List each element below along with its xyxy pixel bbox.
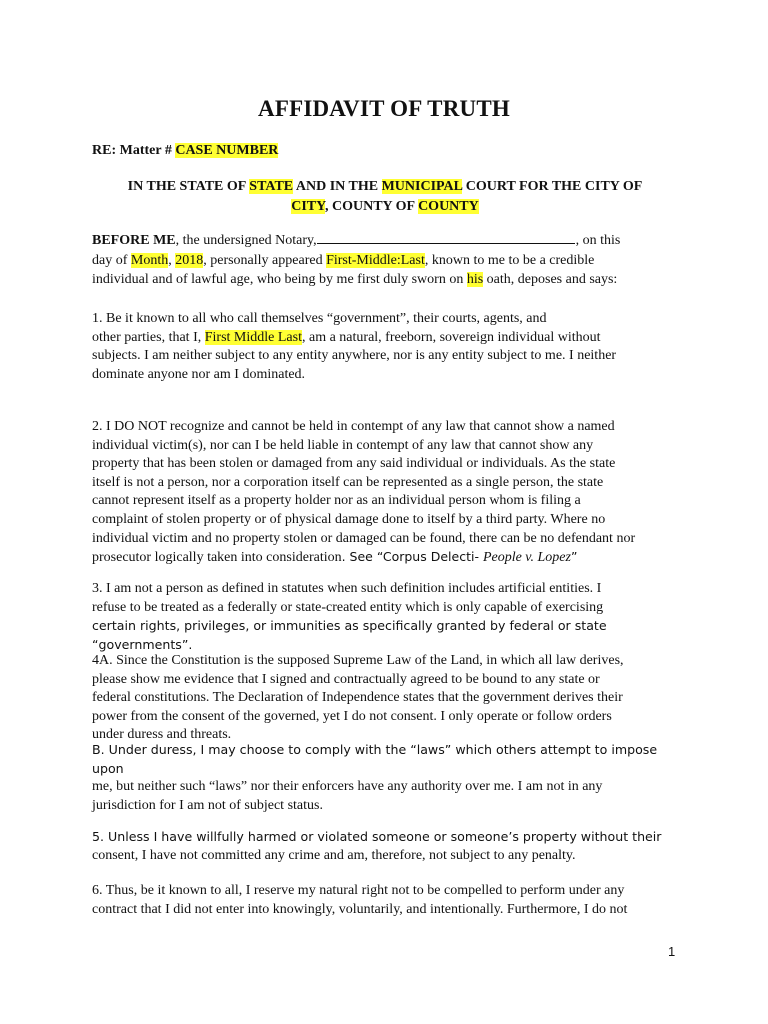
paragraph-line: consent, I have not committed any crime and am, therefore, not subject to any penalty. bbox=[92, 847, 576, 863]
citation-text: ” bbox=[570, 549, 578, 565]
court-text: AND IN THE bbox=[295, 179, 379, 194]
paragraph-line: cannot represent itself as a property holder nor as an individual person whom is filing a bbox=[92, 493, 581, 509]
paragraph-line: itself is not a person, nor a corporation itself can be represented as a single person, the state bbox=[92, 474, 604, 490]
paragraph-line: 4A. Since the Constitution is the supposed Supreme Law of the Land, in which all law derives, bbox=[92, 653, 624, 668]
paragraph-4b bbox=[92, 741, 680, 815]
state-placeholder: STATE bbox=[249, 179, 294, 194]
citation-text: . See “Corpus Delecti- bbox=[341, 549, 483, 565]
pronoun-placeholder: his bbox=[466, 272, 484, 287]
paragraph-line: other parties, that I, bbox=[92, 329, 202, 345]
before-me-paragraph: BEFORE ME, the undersigned Notary, , on this day of Month, 2018, personally appeared First-Middle:Last, known to me to be a credible individual and of lawful age, who being by me first duly sworn on his oath, deposes and says: bbox=[92, 233, 621, 287]
paragraph-line: 5. Unless I have willfully harmed or violated someone or someone’s property without their bbox=[92, 829, 662, 844]
paragraph-line: dominate anyone nor am I dominated. bbox=[92, 366, 306, 382]
paragraph-text: , personally appeared bbox=[203, 252, 323, 268]
city-placeholder: CITY bbox=[291, 199, 325, 214]
paragraph-line: 6. Thus, be it known to all, I reserve my natural right not to be compelled to perform under any bbox=[92, 883, 625, 898]
paragraph-line: individual victim(s), nor can I be held liable in contempt of any law that cannot show any bbox=[92, 437, 594, 453]
paragraph-line: refuse to be treated as a federally or state-created entity which is only capable of exercising bbox=[92, 599, 604, 615]
paragraph-4a bbox=[92, 652, 680, 745]
before-me-label: BEFORE ME bbox=[92, 233, 176, 248]
paragraph-text: prosecutor logically taken into consideration bbox=[92, 550, 342, 566]
paragraph-line: please show me evidence that I signed and contractually agreed to be bound to any state or bbox=[92, 671, 600, 687]
paragraph-line: 2. I DO NOT recognize and cannot be held in contempt of any law that cannot show a named bbox=[92, 419, 615, 434]
month-placeholder: Month bbox=[130, 252, 169, 268]
paragraph-text: , the undersigned Notary, bbox=[175, 233, 317, 248]
paragraph-text: , known to me to be a credible bbox=[424, 252, 595, 268]
court-text: IN THE STATE OF bbox=[127, 179, 246, 194]
paragraph-1 bbox=[92, 310, 680, 384]
paragraph-text: oath, deposes and says: bbox=[486, 272, 618, 287]
re-matter-line bbox=[92, 143, 278, 159]
paragraph-3 bbox=[92, 580, 680, 654]
case-citation: People v. Lopez bbox=[482, 550, 571, 566]
paragraph-text: , on this bbox=[575, 233, 621, 248]
notary-name-blank bbox=[317, 231, 575, 244]
paragraph-line bbox=[92, 548, 680, 568]
year-placeholder: 2018 bbox=[175, 252, 204, 268]
court-heading bbox=[92, 177, 678, 217]
paragraph-2 bbox=[92, 418, 680, 568]
paragraph-line: contract that I did not enter into knowingly, voluntarily, and intentionally. Furthermore, I do not bbox=[92, 901, 628, 917]
paragraph-line: power from the consent of the governed, yet I do not consent. I only operate or follow orders bbox=[92, 708, 612, 724]
paragraph-line: me, but neither such “laws” nor their enforcers have any authority over me. I am not in any bbox=[92, 779, 603, 795]
paragraph-text: individual and of lawful age, who being by me first duly sworn on bbox=[92, 272, 464, 287]
paragraph-line: jurisdiction for I am not of subject status. bbox=[92, 797, 323, 813]
document-title: AFFIDAVIT OF TRUTH bbox=[258, 96, 510, 121]
court-text: , COUNTY OF bbox=[324, 199, 415, 214]
paragraph-line: 3. I am not a person as defined in statutes when such definition includes artificial entities. I bbox=[92, 581, 602, 596]
paragraph-line: , am a natural, freeborn, sovereign individual without bbox=[301, 329, 601, 345]
paragraph-line: individual victim and no property stolen or damaged can be found, there can be no defendant nor bbox=[92, 530, 636, 546]
paragraph-line: B. Under duress, I may choose to comply with the “laws” which others attempt to impose upon bbox=[92, 742, 658, 776]
paragraph-6 bbox=[92, 882, 680, 919]
county-placeholder: COUNTY bbox=[418, 199, 479, 214]
paragraph-line: federal constitutions. The Declaration of Independence states that the government derives their bbox=[92, 690, 623, 706]
paragraph-5 bbox=[92, 828, 680, 865]
paragraph-line: complaint of stolen property or of physical damage done to itself by a third party. Where no bbox=[92, 511, 606, 527]
paragraph-line: under duress and threats. bbox=[92, 727, 232, 743]
paragraph-line: subjects. I am neither subject to any entity anywhere, nor is any entity subject to me. I neither bbox=[92, 348, 617, 364]
name-placeholder: First Middle Last bbox=[204, 329, 302, 345]
page-number: 1 bbox=[668, 944, 676, 959]
name-placeholder: First-Middle:Last bbox=[326, 252, 425, 268]
paragraph-line: 1. Be it known to all who call themselves “government”, their courts, agents, and bbox=[92, 311, 547, 326]
paragraph-line: certain rights, privileges, or immunities as specifically granted by federal or state “governments”. bbox=[92, 618, 607, 652]
paragraph-text: day of bbox=[92, 252, 128, 268]
case-number-placeholder: CASE NUMBER bbox=[175, 143, 279, 158]
paragraph-line: property that has been stolen or damaged from any said individual or individuals. As the state bbox=[92, 456, 616, 472]
re-prefix: RE: Matter # bbox=[92, 143, 172, 158]
court-text: COURT FOR THE CITY OF bbox=[465, 179, 643, 194]
municipal-placeholder: MUNICIPAL bbox=[381, 179, 463, 194]
